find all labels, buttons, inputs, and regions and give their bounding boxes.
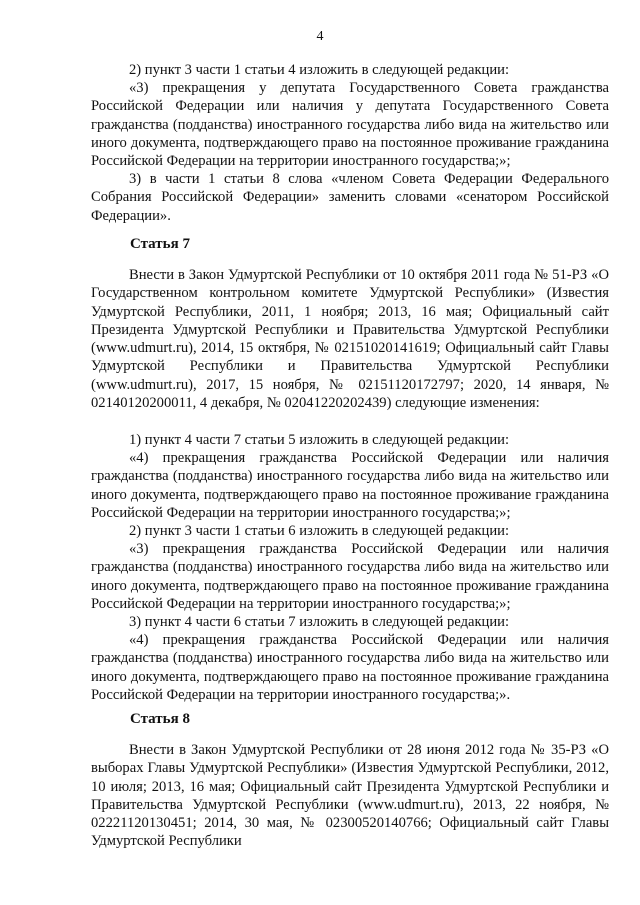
paragraph: Внести в Закон Удмуртской Республики от 10 октября 2011 года № 51-РЗ «О Государственном контрольном комитете Удмуртской Республики» (Известия Удмуртской Республики, 2011, 1 ноября; 2013, 16 мая; Официальный сайт Президента Удмуртской Республики и Правительства Удмуртской Республики (www.udmurt.ru), 2014, 15 октября, № 02151020141619; Официальный сайт Главы Удмуртской Республики и Правительства Удмуртской Республики (www.udmurt.ru), 2017, 15 ноября, № 02151120172797; 2020, 14 января, № 02140120200011, 4 декабря, № 02041220202439) следующие изменения:	[91, 267, 609, 412]
paragraph: «3) прекращения гражданства Российской Федерации или наличия гражданства (подданства) иностранного государства либо вида на жительство или иного документа, подтверждающего право на постоянное проживание гражданина Российской Федерации на территории иностранного государства;»;	[91, 541, 609, 612]
paragraph: 3) в части 1 статьи 8 слова «членом Совета Федерации Федерального Собрания Российской Федерации» заменить словами «сенатором Российской Федерации».	[91, 171, 609, 224]
article-heading: Статья 7	[130, 236, 190, 252]
paragraph: 2) пункт 3 части 1 статьи 4 изложить в следующей редакции:	[129, 62, 510, 78]
paragraph: 1) пункт 4 части 7 статьи 5 изложить в следующей редакции:	[129, 432, 510, 448]
paragraph: «3) прекращения у депутата Государственного Совета гражданства Российской Федерации или наличия у депутата Государственного Совета гражданства (подданства) иностранного государства либо вида на жительство или иного документа, подтверждающего право на постоянное проживание гражданина Российской Федерации на территории иностранного государства;»;	[91, 80, 609, 170]
paragraph: «4) прекращения гражданства Российской Федерации или наличия гражданства (подданства) иностранного государства либо вида на жительство или иного документа, подтверждающего право на постоянное проживание гражданина Российской Федерации на территории иностранного государства;»;	[91, 450, 609, 521]
page-number: 4	[316, 29, 324, 44]
article-heading: Статья 8	[130, 711, 190, 727]
paragraph: Внести в Закон Удмуртской Республики от 28 июня 2012 года № 35-РЗ «О выборах Главы Удмуртской Республики» (Известия Удмуртской Республики, 2012, 10 июля; 2013, 16 мая; Официальный сайт Президента Удмуртской Республики и Правительства Удмуртской Республики (www.udmurt.ru), 2013, 22 ноября, № 02221120130451; 2014, 30 мая, № 02300520140766; Официальный сайт Главы Удмуртской Республики	[91, 742, 609, 850]
paragraph: «4) прекращения гражданства Российской Федерации или наличия гражданства (подданства) иностранного государства либо вида на жительство или иного документа, подтверждающего право на постоянное проживание гражданина Российской Федерации на территории иностранного государства;».	[91, 632, 609, 703]
paragraph: 2) пункт 3 части 1 статьи 6 изложить в следующей редакции:	[129, 523, 510, 539]
paragraph: 3) пункт 4 части 6 статьи 7 изложить в следующей редакции:	[129, 614, 510, 630]
